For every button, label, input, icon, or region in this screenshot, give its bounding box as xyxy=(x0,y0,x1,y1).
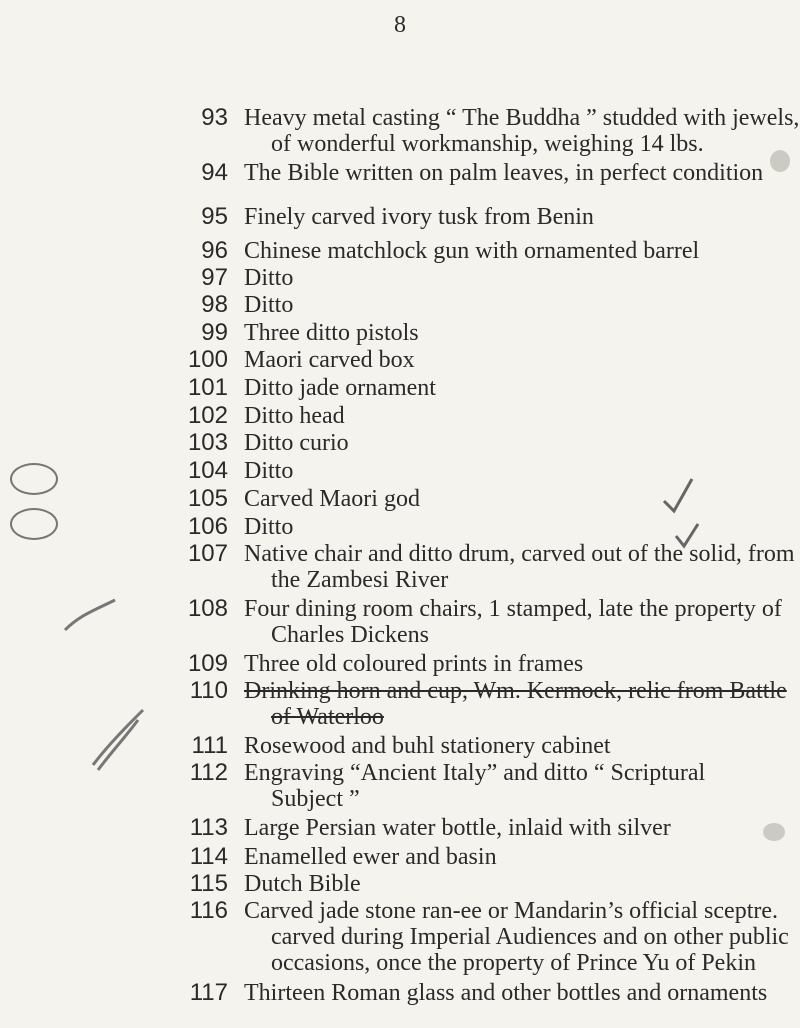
lot-description xyxy=(244,375,789,401)
lot-description xyxy=(244,265,789,291)
lot-description-line: The Bible written on palm leaves, in perfect condition xyxy=(244,160,764,186)
lot-number: 96 xyxy=(201,237,228,264)
lot-number: 112 xyxy=(189,759,228,786)
lot-number: 101 xyxy=(187,374,228,401)
lot-description xyxy=(244,651,789,677)
lot-number: 102 xyxy=(187,402,228,429)
circled-annotation xyxy=(10,463,58,495)
lot-number: 109 xyxy=(187,650,228,677)
lot-number: 93 xyxy=(201,104,228,131)
lot-description xyxy=(244,980,789,1006)
lot-number: 110 xyxy=(189,677,228,704)
lot-number: 115 xyxy=(189,870,228,897)
lot-description-line: of wonderful workmanship, weighing 14 lbs. xyxy=(271,131,704,157)
lot-description-line: Heavy metal casting “ The Buddha ” studded with jewels, xyxy=(244,105,800,131)
lot-number: 113 xyxy=(189,814,228,841)
lot-number: 98 xyxy=(201,291,228,318)
lot-number: 104 xyxy=(187,457,228,484)
lot-number: 97 xyxy=(201,264,228,291)
lot-number: 111 xyxy=(191,732,228,759)
lot-description xyxy=(244,238,789,264)
lot-description xyxy=(244,541,795,593)
lot-description xyxy=(244,678,789,730)
lot-description-line: Ditto jade ornament xyxy=(244,375,436,401)
lot-number: 94 xyxy=(201,159,228,186)
lot-number: 107 xyxy=(187,540,228,567)
lot-number: 100 xyxy=(187,346,228,373)
lot-description-line: occasions, once the property of Prince Yu of Pekin xyxy=(271,950,756,976)
lot-description-line: Maori carved box xyxy=(244,347,415,373)
lot-description-line: Finely carved ivory tusk from Benin xyxy=(244,204,594,230)
lot-description xyxy=(244,898,789,976)
lot-description xyxy=(244,733,789,759)
lot-description-line: Three ditto pistols xyxy=(244,320,419,346)
lot-description-line: Thirteen Roman glass and other bottles and ornaments xyxy=(244,980,768,1006)
lot-description xyxy=(244,844,789,870)
lot-description xyxy=(244,204,789,230)
lot-description-line: carved during Imperial Audiences and on other public xyxy=(271,924,789,950)
lot-number: 108 xyxy=(187,595,228,622)
lot-description-line: Engraving “Ancient Italy” and ditto “ Scriptural xyxy=(244,760,706,786)
lot-description-line: Dutch Bible xyxy=(244,871,361,897)
lot-description xyxy=(244,596,789,648)
lot-description xyxy=(244,815,789,841)
lot-number: 106 xyxy=(187,513,228,540)
lot-description xyxy=(244,320,789,346)
lot-description xyxy=(244,871,789,897)
lot-number: 105 xyxy=(187,485,228,512)
lot-description-line: Ditto xyxy=(244,514,294,540)
lot-description xyxy=(244,403,789,429)
lot-description-line: Chinese matchlock gun with ornamented barrel xyxy=(244,238,700,264)
lot-description xyxy=(244,430,789,456)
lot-description-line: Ditto xyxy=(244,458,294,484)
pencil-scribble-icon xyxy=(60,595,120,635)
lot-description xyxy=(244,514,789,540)
circled-annotation xyxy=(10,508,58,540)
lot-description-line: Carved jade stone ran-ee or Mandarin’s official sceptre. xyxy=(244,898,778,924)
lot-number: 114 xyxy=(189,843,228,870)
lot-number: 116 xyxy=(189,897,228,924)
lot-description-line: Charles Dickens xyxy=(271,622,429,648)
lot-description xyxy=(244,105,800,157)
lot-description xyxy=(244,347,789,373)
lot-description-line: the Zambesi River xyxy=(271,567,449,593)
lot-number: 103 xyxy=(187,429,228,456)
lot-description xyxy=(244,458,789,484)
lot-description xyxy=(244,292,789,318)
lot-number: 99 xyxy=(201,319,228,346)
lot-description-line: Carved Maori god xyxy=(244,486,420,512)
lot-description-line: Ditto xyxy=(244,265,294,291)
lot-description-line: Four dining room chairs, 1 stamped, late the property of xyxy=(244,596,782,622)
lot-description-line: Rosewood and buhl stationery cabinet xyxy=(244,733,611,759)
lot-number: 117 xyxy=(189,979,228,1006)
lot-description-line: Ditto curio xyxy=(244,430,349,456)
lot-description-line: Ditto head xyxy=(244,403,345,429)
lot-description xyxy=(244,160,789,186)
lot-description-line: Three old coloured prints in frames xyxy=(244,651,584,677)
lot-description-line: Large Persian water bottle, inlaid with silver xyxy=(244,815,671,841)
pencil-scribble-icon xyxy=(88,705,148,775)
lot-description-line: Ditto xyxy=(244,292,294,318)
lot-description-line: Native chair and ditto drum, carved out of the solid, from xyxy=(244,541,795,567)
page-number: 8 xyxy=(394,12,406,38)
lot-number: 95 xyxy=(201,203,228,230)
lot-description-line: Enamelled ewer and basin xyxy=(244,844,497,870)
lot-description-line: of Waterloo xyxy=(271,704,384,730)
lot-description xyxy=(244,760,789,812)
lot-description xyxy=(244,486,789,512)
lot-description-line: Subject ” xyxy=(271,786,360,812)
lot-description-line: Drinking horn and cup, Wm. Kermoek, relic from Battle xyxy=(244,678,787,704)
